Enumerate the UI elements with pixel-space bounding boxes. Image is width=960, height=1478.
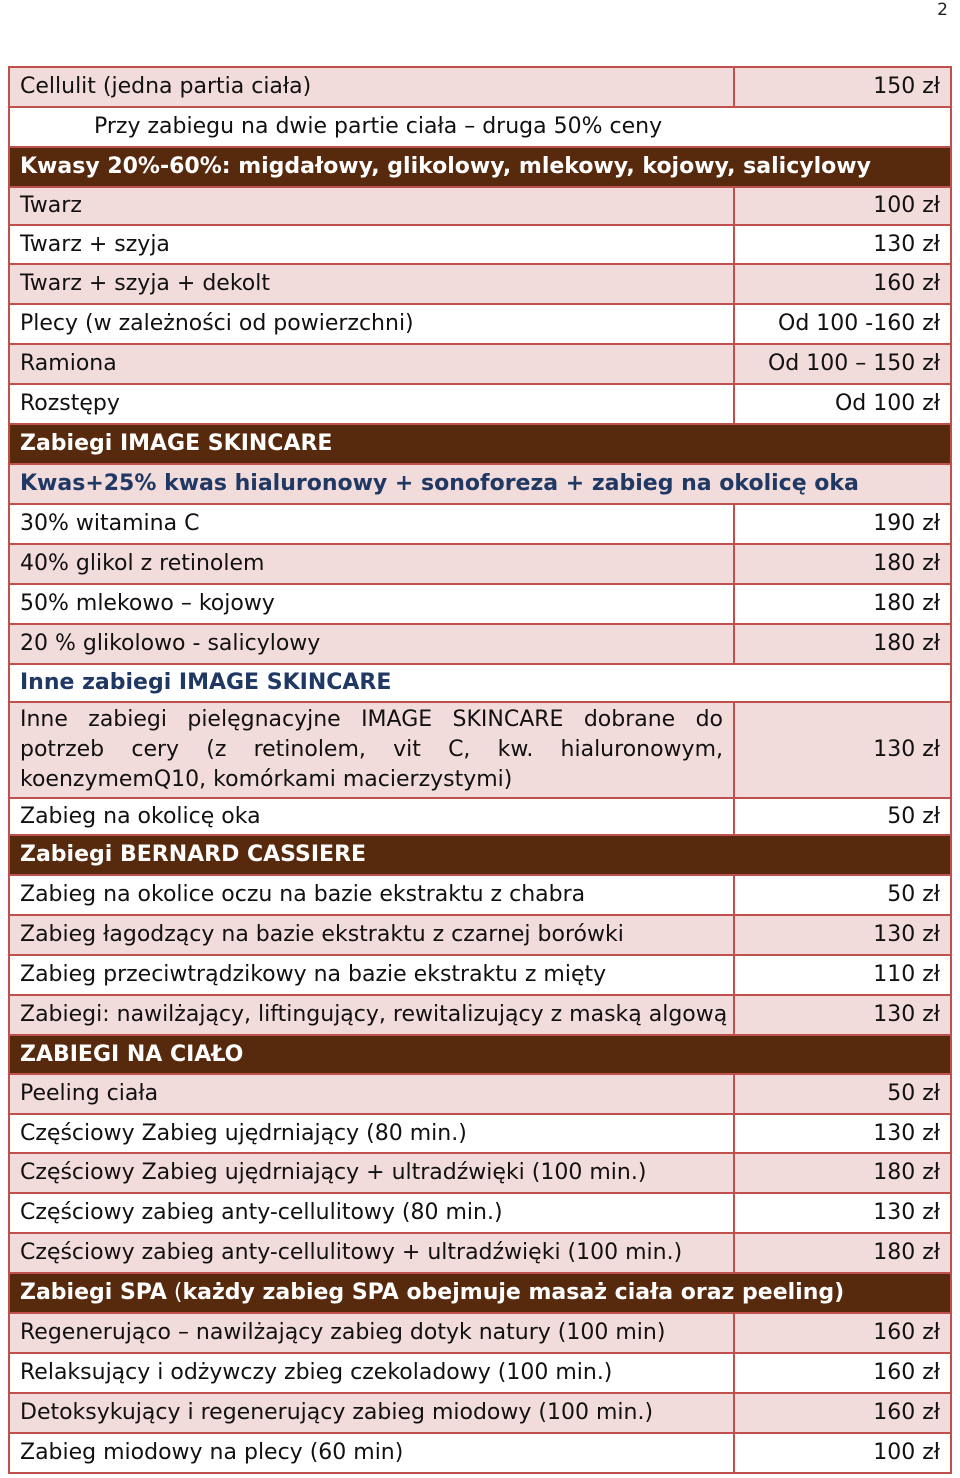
treatment-name: Zabieg na okolice oczu na bazie ekstraktu z chabra bbox=[9, 875, 734, 915]
treatment-name: Inne zabiegi pielęgnacyjne IMAGE SKINCARE dobrane do potrzeb cery (z retinolem, vit C, kw. hialuronowym, koenzymemQ10, komórkami macierzystymi) bbox=[9, 702, 734, 798]
treatment-name: Cellulit (jedna partia ciała) bbox=[9, 67, 734, 107]
treatment-name: Zabieg na okolicę oka bbox=[9, 798, 734, 835]
price-row bbox=[9, 544, 951, 584]
subsection-header bbox=[9, 664, 951, 702]
treatment-price: 180 zł bbox=[734, 584, 951, 624]
price-row bbox=[9, 67, 951, 107]
treatment-name: Rozstępy bbox=[9, 384, 734, 424]
note-row bbox=[9, 107, 951, 147]
treatment-price: 110 zł bbox=[734, 955, 951, 995]
price-row bbox=[9, 264, 951, 304]
price-row bbox=[9, 1393, 951, 1433]
price-row bbox=[9, 225, 951, 264]
treatment-name: Częściowy Zabieg ujędrniający + ultradźwięki (100 min.) bbox=[9, 1153, 734, 1193]
treatment-name: Peeling ciała bbox=[9, 1074, 734, 1114]
page-number: 2 bbox=[937, 0, 948, 20]
price-row bbox=[9, 1114, 951, 1153]
price-row bbox=[9, 798, 951, 835]
treatment-price: 50 zł bbox=[734, 798, 951, 835]
price-row bbox=[9, 1233, 951, 1273]
treatment-name: Zabiegi: nawilżający, liftingujący, rewitalizujący z maską algową bbox=[9, 995, 734, 1035]
price-row bbox=[9, 1193, 951, 1233]
treatment-name: Relaksujący i odżywczy zbieg czekoladowy (100 min.) bbox=[9, 1353, 734, 1393]
treatment-name: 30% witamina C bbox=[9, 504, 734, 544]
treatment-name: Plecy (w zależności od powierzchni) bbox=[9, 304, 734, 344]
price-row bbox=[9, 504, 951, 544]
price-list-table bbox=[8, 66, 952, 1474]
treatment-price: 160 zł bbox=[734, 264, 951, 304]
section-title bbox=[9, 1273, 951, 1313]
treatment-price: Od 100 zł bbox=[734, 384, 951, 424]
section-header bbox=[9, 424, 951, 464]
treatment-name: Twarz + szyja + dekolt bbox=[9, 264, 734, 304]
treatment-price: 180 zł bbox=[734, 624, 951, 664]
section-title: Zabiegi BERNARD CASSIERE bbox=[9, 835, 951, 875]
price-row bbox=[9, 584, 951, 624]
price-row bbox=[9, 1313, 951, 1353]
price-row bbox=[9, 955, 951, 995]
treatment-name: Częściowy Zabieg ujędrniający (80 min.) bbox=[9, 1114, 734, 1153]
treatment-price: 100 zł bbox=[734, 1433, 951, 1473]
treatment-price: 130 zł bbox=[734, 1114, 951, 1153]
treatment-price: 160 zł bbox=[734, 1353, 951, 1393]
treatment-name: Częściowy zabieg anty-cellulitowy (80 min.) bbox=[9, 1193, 734, 1233]
treatment-name: Zabieg miodowy na plecy (60 min) bbox=[9, 1433, 734, 1473]
price-row bbox=[9, 384, 951, 424]
treatment-price: 160 zł bbox=[734, 1393, 951, 1433]
treatment-name: Twarz + szyja bbox=[9, 225, 734, 264]
treatment-name: 40% glikol z retinolem bbox=[9, 544, 734, 584]
price-row bbox=[9, 624, 951, 664]
treatment-price: 100 zł bbox=[734, 187, 951, 225]
treatment-price: 130 zł bbox=[734, 225, 951, 264]
treatment-price: 180 zł bbox=[734, 1153, 951, 1193]
spa-title: Zabiegi SPA bbox=[20, 1280, 167, 1305]
treatment-name: Zabieg łagodzący na bazie ekstraktu z czarnej borówki bbox=[9, 915, 734, 955]
price-row bbox=[9, 702, 951, 798]
treatment-name: Częściowy zabieg anty-cellulitowy + ultradźwięki (100 min.) bbox=[9, 1233, 734, 1273]
price-row bbox=[9, 304, 951, 344]
treatment-price: 180 zł bbox=[734, 544, 951, 584]
section-header bbox=[9, 1273, 951, 1313]
price-row bbox=[9, 1153, 951, 1193]
price-row bbox=[9, 875, 951, 915]
treatment-name: Zabieg przeciwtrądzikowy na bazie ekstraktu z mięty bbox=[9, 955, 734, 995]
section-title: ZABIEGI NA CIAŁO bbox=[9, 1035, 951, 1074]
treatment-price: Od 100 – 150 zł bbox=[734, 344, 951, 384]
treatment-price: 50 zł bbox=[734, 875, 951, 915]
treatment-price: 180 zł bbox=[734, 1233, 951, 1273]
treatment-price: 130 zł bbox=[734, 915, 951, 955]
treatment-price: 160 zł bbox=[734, 1313, 951, 1353]
treatment-price: 130 zł bbox=[734, 1193, 951, 1233]
section-header bbox=[9, 147, 951, 187]
treatment-name: Twarz bbox=[9, 187, 734, 225]
treatment-price: 50 zł bbox=[734, 1074, 951, 1114]
subsection-title: Inne zabiegi IMAGE SKINCARE bbox=[9, 664, 951, 702]
section-header bbox=[9, 1035, 951, 1074]
price-row bbox=[9, 1433, 951, 1473]
section-title: Kwasy 20%-60%: migdałowy, glikolowy, mlekowy, kojowy, salicylowy bbox=[9, 147, 951, 187]
treatment-name: 50% mlekowo – kojowy bbox=[9, 584, 734, 624]
price-row bbox=[9, 1074, 951, 1114]
treatment-price: 130 zł bbox=[734, 995, 951, 1035]
section-header bbox=[9, 835, 951, 875]
treatment-price: 150 zł bbox=[734, 67, 951, 107]
spa-subtitle: każdy zabieg SPA obejmuje masaż ciała oraz peeling) bbox=[182, 1280, 845, 1305]
price-row bbox=[9, 915, 951, 955]
treatment-name: Detoksykujący i regenerujący zabieg miodowy (100 min.) bbox=[9, 1393, 734, 1433]
treatment-name: 20 % glikolowo - salicylowy bbox=[9, 624, 734, 664]
price-row bbox=[9, 1353, 951, 1393]
section-title: Zabiegi IMAGE SKINCARE bbox=[9, 424, 951, 464]
note-text: Przy zabiegu na dwie partie ciała – druga 50% ceny bbox=[9, 107, 951, 147]
treatment-name: Ramiona bbox=[9, 344, 734, 384]
treatment-name: Regenerująco – nawilżający zabieg dotyk natury (100 min) bbox=[9, 1313, 734, 1353]
price-row bbox=[9, 187, 951, 225]
price-row bbox=[9, 344, 951, 384]
subsection-header bbox=[9, 464, 951, 504]
treatment-price: 130 zł bbox=[734, 702, 951, 798]
spa-paren: ( bbox=[166, 1280, 183, 1305]
subsection-title: Kwas+25% kwas hialuronowy + sonoforeza + zabieg na okolicę oka bbox=[9, 464, 951, 504]
price-row bbox=[9, 995, 951, 1035]
treatment-price: 190 zł bbox=[734, 504, 951, 544]
treatment-price: Od 100 -160 zł bbox=[734, 304, 951, 344]
